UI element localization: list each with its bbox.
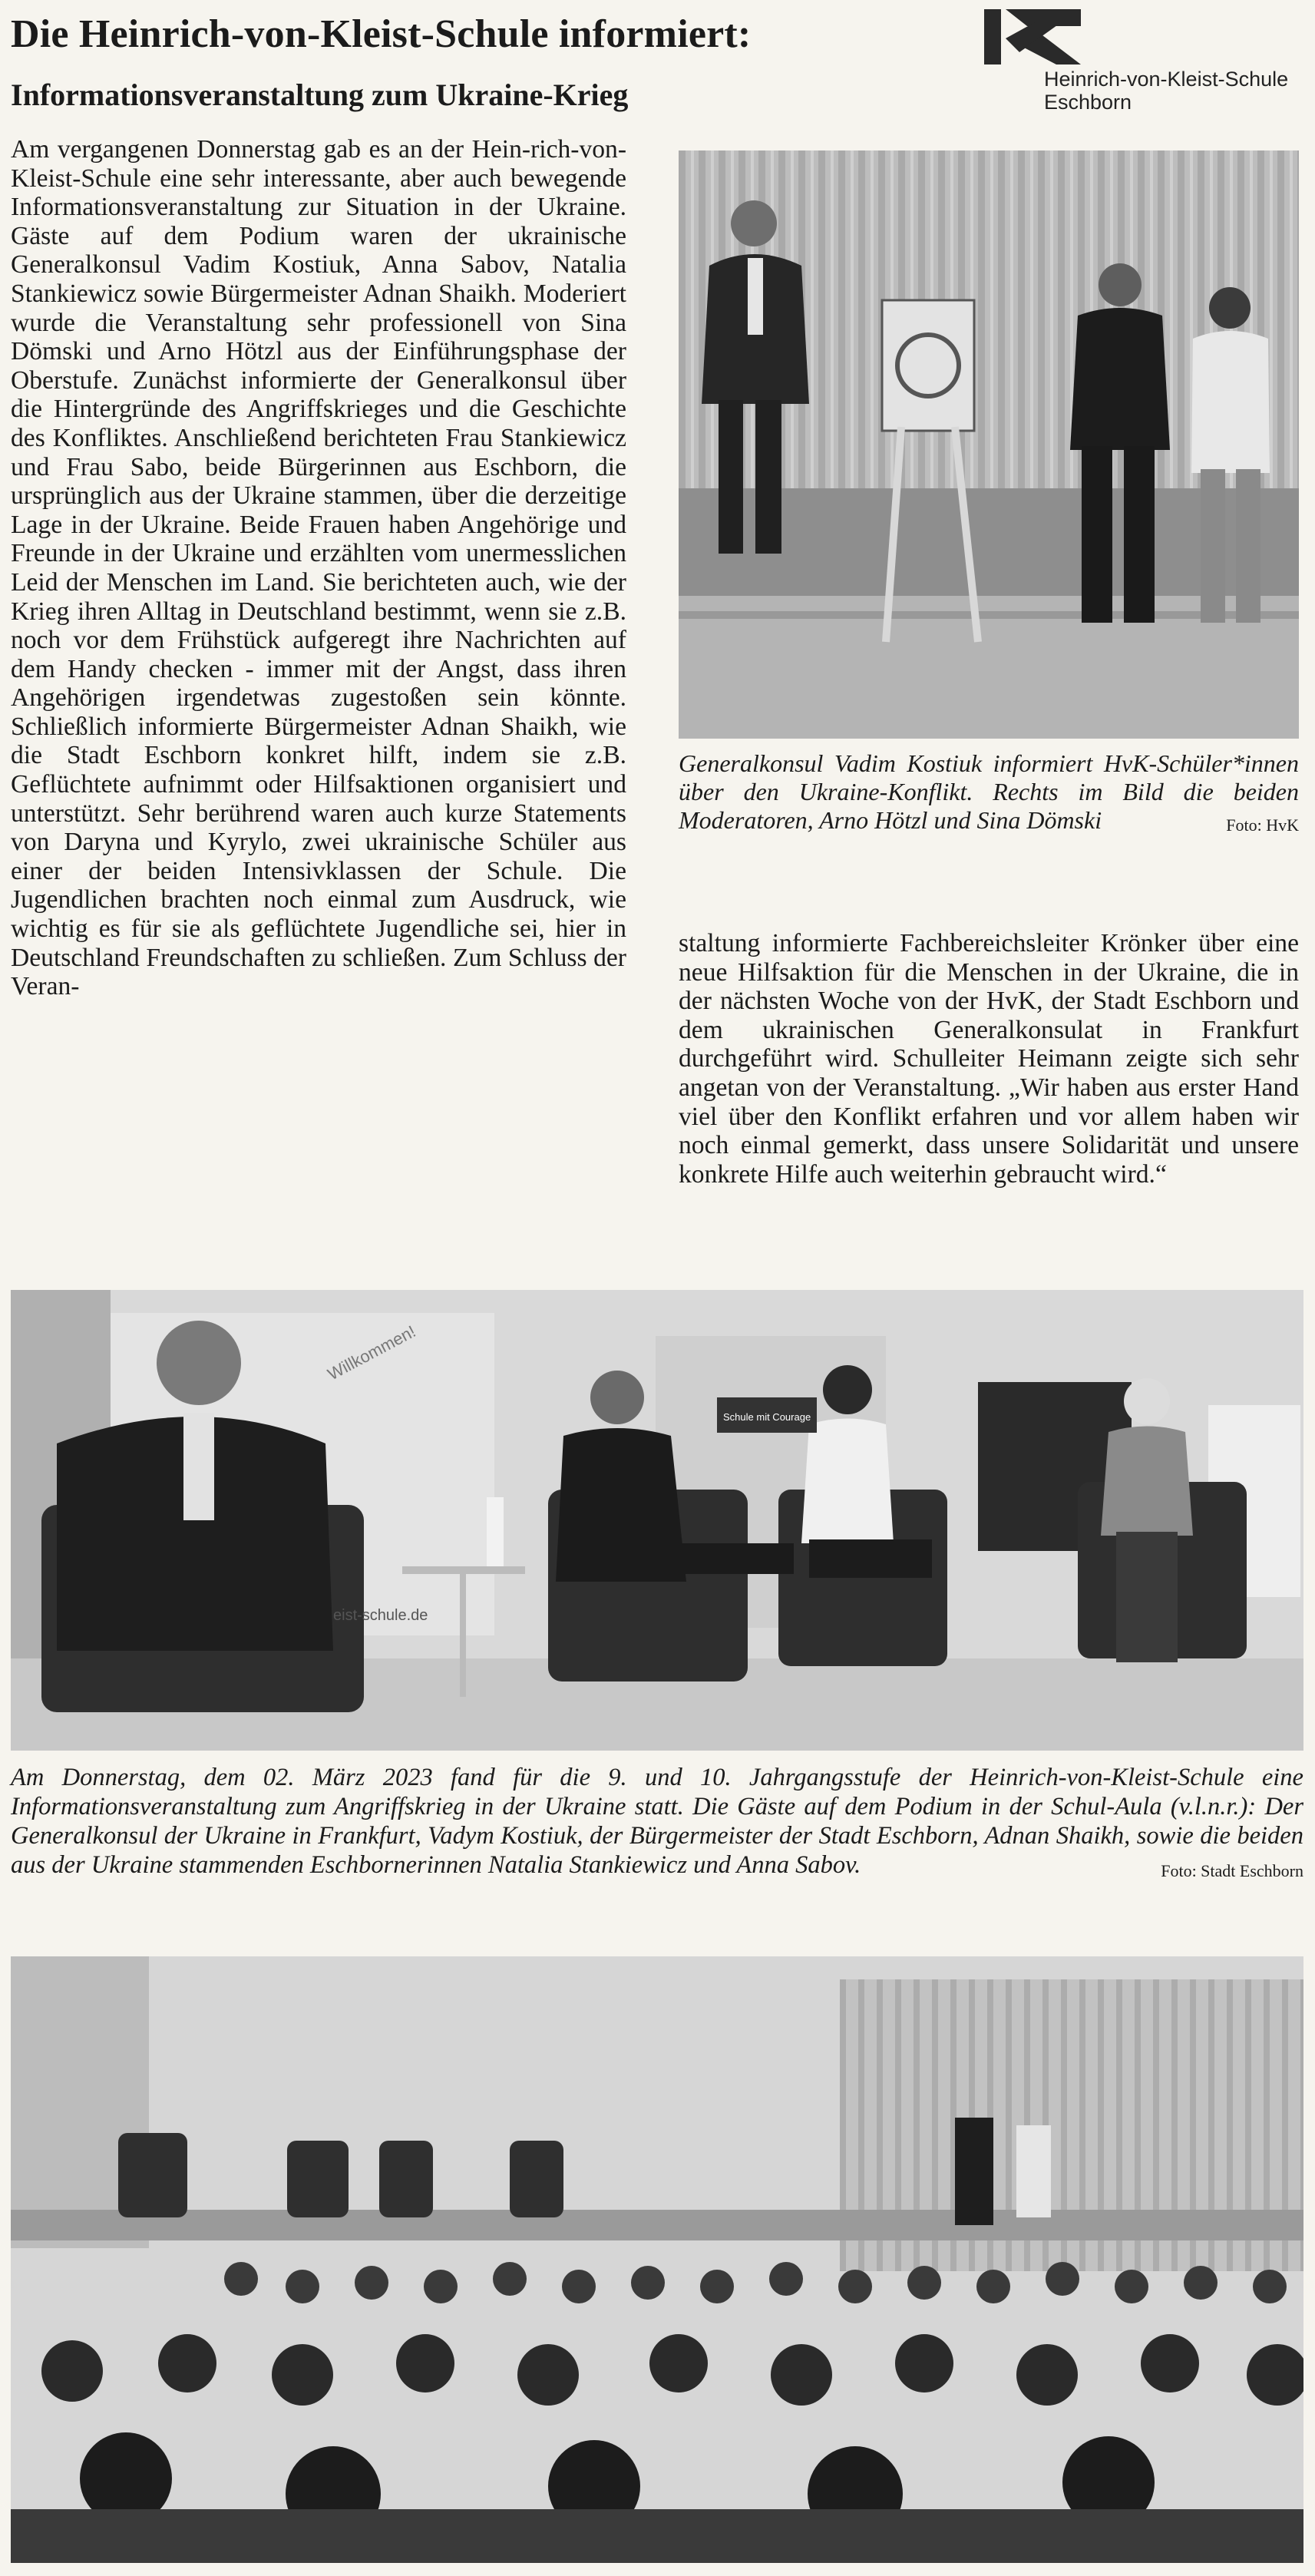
article-left-text: Am vergangenen Donnerstag gab es an der Hein-rich-von-Kleist-Schule eine sehr interessante, aber auch bewegende Informationsveranstaltung zur Situation in der Ukraine. Gäste auf dem Podium waren der ukrainische Generalkonsul Vadim Kostiuk, Anna Sabov, Natalia Stankiewicz sowie Bürgermeister Adnan Shaikh. Moderiert wurde die Veranstaltung sehr professionell von Sina Dömski und Arno Hötzl aus der Einführungsphase der Oberstufe. Zunächst informierte der Generalkonsul über die Hintergründe des Angriffskrieges und die Geschichte des Konfliktes. Anschließend berichteten Frau Stankiewicz und Frau Sabo, beide Bürgerinnen aus Eschborn, die ursprünglich aus der Ukraine stammen, über die derzeitige Lage in der Ukraine. Beide Frauen haben Angehörige und Freunde in der Ukraine und erzählten vom unermesslichen Leid der Menschen im Land. Sie berichteten auch, wie der Krieg ihren Alltag in Deutschland bestimmt, wenn sie z.B. noch vor dem Frühstück aufgeregt ihre Nachrichten auf dem Handy checken - immer mit der Angst, dass ihren Angehörigen irgendetwas zugestoßen sein könnte. Schließlich informierte Bürgermeister Adnan Shaikh, wie die Stadt Eschborn konkret hilft, indem sie z.B. Geflüchtete aufnimmt oder Hilfsaktionen organisiert und unterstützt. Sehr berührend waren auch kurze Statements von Daryna und Kyrylo, zwei ukrainische Schüler aus einer der beiden Intensivklassen der Schule. Die Jugendlichen brachten noch einmal zum Ausdruck, wie wichtig es für sie als geflüchtete Jugendliche sei, hier in Deutschland Freundschaften zu schließen. Zum Schluss der Veran-: [11, 135, 626, 1001]
school-logo-icon: [983, 8, 1082, 66]
photo-audience: [11, 1956, 1303, 2563]
logo-school-name: Heinrich-von-Kleist-Schule: [1044, 68, 1289, 91]
photo2-caption: [11, 1763, 1303, 1886]
article-right-column: [679, 929, 1299, 1189]
page-subtitle: Informationsveranstaltung zum Ukraine-Krieg: [11, 78, 629, 112]
logo-text: [1044, 68, 1313, 114]
logo-city: Eschborn: [1044, 91, 1132, 114]
article-left-column: [11, 135, 626, 1001]
photo-podium-guests: [11, 1290, 1303, 1751]
photo1-caption: [679, 749, 1299, 839]
photo2-credit: Foto: Stadt Eschborn: [1161, 1861, 1303, 1880]
photo1-caption-text: Generalkonsul Vadim Kostiuk informiert HvK-Schüler*innen über den Ukraine-Konflikt. Rechts im Bild die beiden Moderatoren, Arno Hötzl und Sina Dömski: [679, 749, 1299, 834]
photo2-caption-text: Am Donnerstag, dem 02. März 2023 fand für die 9. und 10. Jahrgangsstufe der Heinrich-von-Kleist-Schule eine Informationsveranstaltung zum Angriffskrieg in der Ukraine statt. Die Gäste auf dem Podium in der Schul-Aula (v.l.n.r.): Der Generalkonsul der Ukraine in Frankfurt, Vadym Kostiuk, der Bürgermeister der Stadt Eschborn, Adnan Shaikh, sowie die beiden aus der Ukraine stammenden Eschbornerinnen Natalia Stankiewicz und Anna Sabov.: [11, 1764, 1303, 1879]
article-right-text: staltung informierte Fachbereichsleiter Krönker über eine neue Hilfsaktion für die Menschen in der Ukraine, die in der nächsten Woche von der HvK, der Stadt Eschborn und dem ukrainischen Generalkonsulat in Frankfurt durchgeführt wird. Schulleiter Heimann zeigte sich sehr angetan von der Veranstaltung. „Wir haben aus erster Hand viel über den Konflikt erfahren und vor allem haben wir noch einmal gemerkt, dass unsere Solidarität und unsere konkrete Hilfe auch weiterhin gebraucht wird.“: [679, 929, 1299, 1189]
photo-consul-speaking: [679, 150, 1299, 739]
page-title: Die Heinrich-von-Kleist-Schule informiert:: [11, 12, 752, 56]
sign-courage: Schule mit Courage: [723, 1411, 811, 1423]
sign-willkommen: Willkommen!: [324, 1321, 419, 1384]
sign-school-url: eist-schule.de: [333, 1607, 428, 1624]
photo1-credit: Foto: HvK: [1226, 815, 1299, 835]
